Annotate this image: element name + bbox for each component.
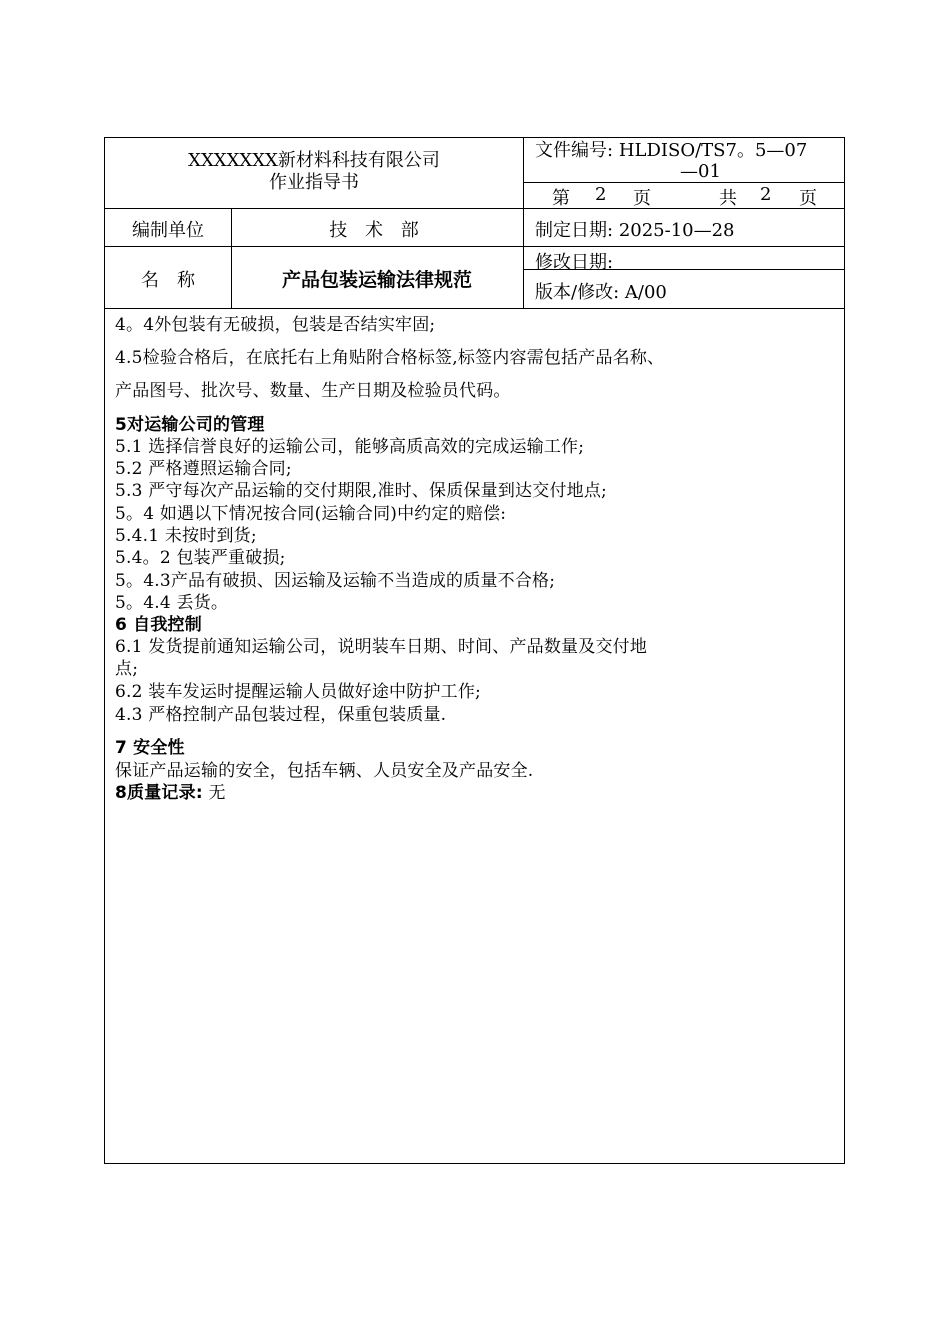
page-label-1: 第 xyxy=(552,188,570,209)
date-label: 制定日期: xyxy=(535,220,614,241)
divider xyxy=(523,138,524,308)
section-6-heading: 6 自我控制 xyxy=(115,615,202,635)
file-number-cont: —01 xyxy=(680,161,721,182)
section-7-heading: 7 安全性 xyxy=(115,738,185,758)
name-label: 名 称 xyxy=(141,270,195,291)
document-frame xyxy=(104,137,845,1164)
version-field xyxy=(535,278,667,304)
line-6-2: 6.2 装车发运时提醒运输人员做好途中防护工作; xyxy=(115,682,481,702)
file-number-value: HLDISO/TS7。5—07 xyxy=(618,140,808,161)
line-6-1-cont: 点; xyxy=(115,659,139,679)
file-number-label: 文件编号: xyxy=(535,140,614,161)
line-5-4-2: 5.4。2 包装严重破损; xyxy=(115,548,286,568)
page-current: 2 xyxy=(595,184,607,205)
date-value: 2025-10—28 xyxy=(618,220,735,241)
line-5-4: 5。4 如遇以下情况按合同(运输合同)中约定的赔偿: xyxy=(115,504,507,524)
doc-type: 作业指导书 xyxy=(269,172,359,193)
name-value: 产品包装运输法律规范 xyxy=(281,269,472,291)
line-6-1: 6.1 发货提前通知运输公司，说明装车日期、时间、产品数量及交付地 xyxy=(115,637,648,657)
company-name xyxy=(105,150,523,194)
unit-label: 编制单位 xyxy=(132,220,204,241)
unit-value: 技 术 部 xyxy=(329,220,425,241)
section-5-heading: 5对运输公司的管理 xyxy=(115,415,265,435)
line-4-3: 4.3 严格控制产品包装过程，保重包装质量. xyxy=(115,705,447,725)
line-4-5: 4.5检验合格后，在底托右上角贴附合格标签,标签内容需包括产品名称、 xyxy=(115,348,665,368)
page-label-2: 页 xyxy=(633,188,651,209)
divider xyxy=(105,308,845,309)
total-label: 共 xyxy=(719,188,737,209)
section-8-value: 无 xyxy=(208,783,226,803)
line-5-1: 5.1 选择信誉良好的运输公司，能够高质高效的完成运输工作; xyxy=(115,437,585,457)
section-8-heading: 8质量记录: xyxy=(115,783,203,803)
section-8 xyxy=(115,778,226,803)
line-4-5-cont: 产品图号、批次号、数量、生产日期及检验员代码。 xyxy=(115,381,511,401)
total-label-2: 页 xyxy=(799,188,817,209)
line-5-4-4: 5。4.4 丢货。 xyxy=(115,593,229,613)
line-5-3: 5.3 严守每次产品运输的交付期限,准时、保质保量到达交付地点; xyxy=(115,481,607,501)
divider xyxy=(523,182,845,183)
line-5-2: 5.2 严格遵照运输合同; xyxy=(115,459,292,479)
company-name-text: XXXXXXX新材料科技有限公司 xyxy=(188,150,440,171)
date-field xyxy=(535,216,735,242)
line-5-4-1: 5.4.1 未按时到货; xyxy=(115,526,257,546)
line-5-4-3: 5。4.3产品有破损、因运输及运输不当造成的质量不合格; xyxy=(115,571,556,591)
line-7: 保证产品运输的安全，包括车辆、人员安全及产品安全. xyxy=(115,761,534,781)
revise-date-label: 修改日期: xyxy=(535,252,614,273)
page-total: 2 xyxy=(760,184,772,205)
file-number xyxy=(535,140,807,162)
version-label: 版本/修改: xyxy=(535,282,620,303)
version-value: A/00 xyxy=(624,282,667,303)
line-4-4: 4。4外包装有无破损，包装是否结实牢固; xyxy=(115,315,436,335)
divider xyxy=(105,246,845,247)
